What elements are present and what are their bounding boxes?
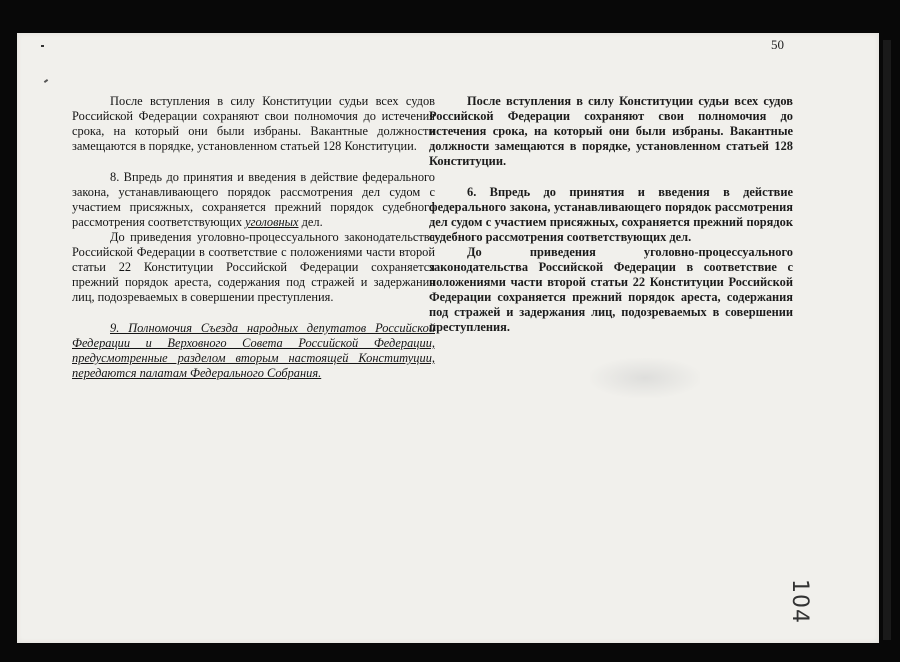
right-column bbox=[429, 94, 793, 335]
scan-speck bbox=[41, 45, 44, 47]
left-paragraph-3: До приведения уголовно-процессуального законодательства Российской Федерации в соответствие с положениями части второй статьи 22 Конституции Российской Федерации сохраняется прежний порядок ареста, содержания под стражей и задержания лиц, подозреваемых в совершении преступления. bbox=[72, 230, 435, 304]
left-column bbox=[72, 94, 435, 381]
handwritten-page-mark: 104 bbox=[787, 579, 812, 624]
right-paragraph-3: До приведения уголовно-процессуального законодательства Российской Федерации в соответствие с положениями части второй статьи 22 Конституции Российской Федерации сохраняется прежний порядок ареста, содержания под стражей и задержания лиц, подозреваемых в совершении преступления. bbox=[429, 245, 793, 334]
scan-smudge bbox=[590, 358, 700, 398]
right-paragraph-1: После вступления в силу Конституции судьи всех судов Российской Федерации сохраняют свои полномочия до истечения срока, на который они были избраны. Вакантные должности замещаются в порядке, установленном статьей 128 Конституции. bbox=[429, 94, 793, 168]
left-paragraph-4-amendment: 9. Полномочия Съезда народных депутатов Российской Федерации и Верховного Совета Российской Федерации, предусмотренные разделом вторым настоящей Конституции, передаются палатам Федерального Собрания. bbox=[72, 321, 435, 380]
scan-edge bbox=[883, 40, 891, 640]
page-number: 50 bbox=[771, 37, 784, 52]
right-paragraph-2: 6. Впредь до принятия и введения в действие федерального закона, устанавливающего порядок рассмотрения дел судом с участием присяжных, сохраняется прежний порядок судебного рассмотрения соответствующих дел. bbox=[429, 185, 793, 244]
left-paragraph-1: После вступления в силу Конституции судьи всех судов Российской Федерации сохраняют свои полномочия до истечения срока, на который они были избраны. Вакантные должности замещаются в порядке, установленном статьей 128 Конституции. bbox=[72, 94, 435, 153]
left-paragraph-2-text: 8. Впредь до принятия и введения в действие федерального закона, устанавливающего порядок рассмотрения дел судом с участием присяжных, сохраняется прежний порядок судебного рассмотрения соответствующих bbox=[72, 170, 435, 229]
left-paragraph-2-end: дел. bbox=[298, 215, 323, 229]
left-paragraph-2 bbox=[72, 170, 435, 230]
underlined-word: уголовных bbox=[245, 215, 299, 229]
